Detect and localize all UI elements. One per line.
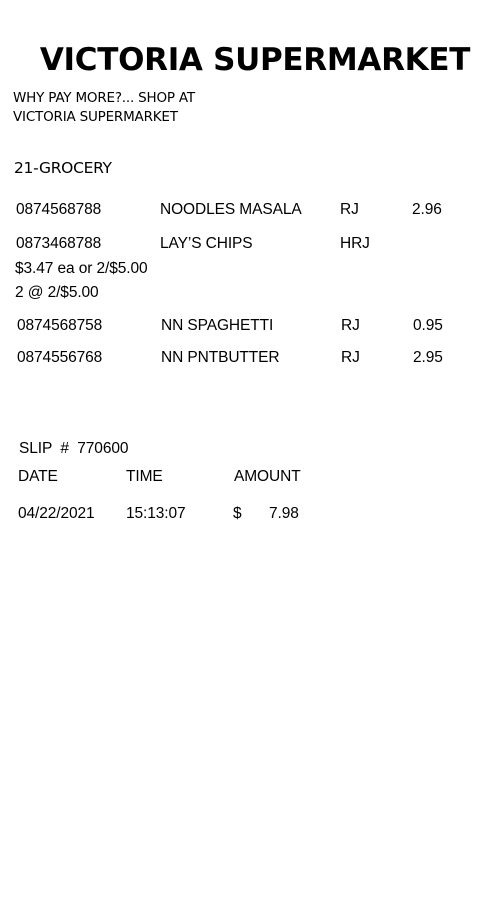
item-note: $3.47 ea or 2/$5.00 xyxy=(15,260,148,277)
tagline-line-1: WHY PAY MORE?... SHOP AT xyxy=(13,90,195,106)
item-price: 2.95 xyxy=(413,349,443,366)
department-label: 21-GROCERY xyxy=(14,159,112,177)
slip-date: 04/22/2021 xyxy=(18,505,95,522)
item-name: NN SPAGHETTI xyxy=(161,317,274,334)
tagline-line-2: VICTORIA SUPERMARKET xyxy=(13,109,178,125)
item-flag: HRJ xyxy=(340,235,370,252)
slip-time: 15:13:07 xyxy=(126,505,186,522)
item-flag: RJ xyxy=(341,317,360,334)
item-name: NOODLES MASALA xyxy=(160,201,302,218)
item-code: 0873468788 xyxy=(16,235,102,252)
item-name: NN PNTBUTTER xyxy=(161,349,280,366)
item-code: 0874556768 xyxy=(17,349,103,366)
item-name: LAY’S CHIPS xyxy=(160,235,253,252)
amount-header: AMOUNT xyxy=(234,468,301,485)
date-header: DATE xyxy=(18,468,58,485)
store-name: VICTORIA SUPERMARKET xyxy=(39,42,471,78)
item-note: 2 @ 2/$5.00 xyxy=(15,284,99,301)
item-code: 0874568758 xyxy=(17,317,103,334)
item-flag: RJ xyxy=(340,201,359,218)
item-flag: RJ xyxy=(341,349,360,366)
time-header: TIME xyxy=(126,468,163,485)
item-price: 2.96 xyxy=(412,201,442,218)
item-code: 0874568788 xyxy=(16,201,102,218)
slip-amount: 7.98 xyxy=(269,505,299,522)
currency-symbol: $ xyxy=(233,505,242,522)
item-price: 0.95 xyxy=(413,317,443,334)
slip-number: SLIP # 770600 xyxy=(19,440,129,457)
